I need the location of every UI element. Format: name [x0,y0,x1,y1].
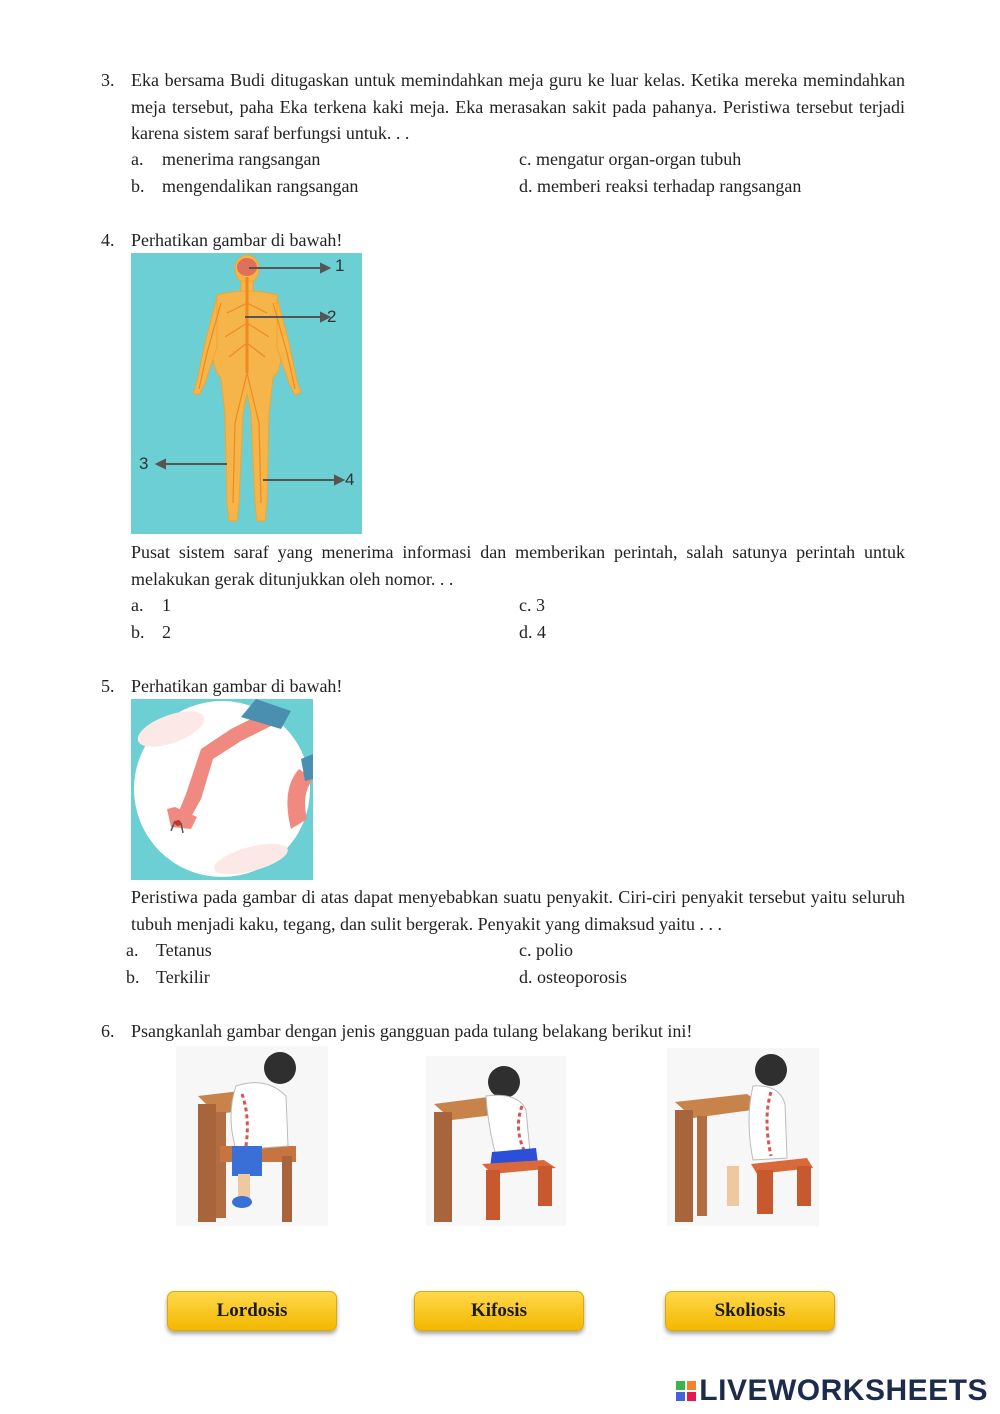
q5-instruction: Perhatikan gambar di bawah! [131,676,343,696]
liveworksheets-brand[interactable] [676,1374,988,1408]
q5-text: Peristiwa pada gambar di atas dapat menyebabkan suatu penyakit. Ciri-ciri penyakit tersebut yaitu seluruh tubuh menjadi kaku, tegang, dan sulit bergerak. Penyakit yang dimaksud yaitu . . . [131,887,905,934]
posture-image-2[interactable] [426,1056,566,1226]
posture-drawing-1 [176,1046,328,1226]
q4-option-a: a. 1 [131,595,171,615]
q4-text: Pusat sistem saraf yang menerima informasi dan memberikan perintah, salah satunya perintah untuk melakukan gerak ditunjukkan oleh nomor. . . [131,542,905,589]
q3-number: 3. [101,70,115,90]
q5-number: 5. [101,676,115,696]
foot-injury-figure [131,699,313,880]
q3-option-b: b. mengendalikan rangsangan [131,176,359,196]
posture-image-1[interactable] [176,1046,328,1226]
q6-number: 6. [101,1021,115,1041]
q5-option-a: a. Tetanus [126,940,212,960]
q4-option-b: b. 2 [131,622,171,642]
q4-number: 4. [101,230,115,250]
answer-lordosis-button[interactable]: Lordosis [167,1291,337,1331]
q4-instruction: Perhatikan gambar di bawah! [131,230,343,250]
figure-label-4: 4 [345,470,355,489]
q3-text: Eka bersama Budi ditugaskan untuk memindahkan meja guru ke luar kelas. Ketika mereka memindahkan meja tersebut, paha Eka terkena kaki meja. Eka merasakan sakit pada pahanya. Peristiwa tersebut terjadi karena sistem saraf berfungsi untuk. . . [131,70,905,143]
q5-option-c: c. polio [519,940,573,960]
nervous-system-figure [131,253,362,534]
brand-text: LIVEWORKSHEETS [699,1374,988,1407]
answer-kifosis-button[interactable]: Kifosis [414,1291,584,1331]
posture-drawing-3 [667,1048,819,1226]
foot-injury-image [131,699,313,880]
answer-skoliosis-button[interactable]: Skoliosis [665,1291,835,1331]
q5-option-b: b. Terkilir [126,967,210,987]
q5-option-d: d. osteoporosis [519,967,627,987]
posture-drawing-2 [426,1056,566,1226]
q3-option-c: c. mengatur organ-organ tubuh [519,149,742,169]
figure-label-1: 1 [335,256,345,275]
q3-option-d: d. memberi reaksi terhadap rangsangan [519,176,802,196]
q6-text: Psangkanlah gambar dengan jenis gangguan pada tulang belakang berikut ini! [131,1021,693,1041]
liveworksheets-logo-icon [676,1381,696,1401]
figure-label-3: 3 [139,454,149,473]
figure-label-2: 2 [327,307,337,326]
q3-option-a: a. menerima rangsangan [131,149,321,169]
q4-option-d: d. 4 [519,622,546,642]
nervous-system-image [131,253,362,534]
posture-image-3[interactable] [667,1048,819,1226]
q4-option-c: c. 3 [519,595,545,615]
